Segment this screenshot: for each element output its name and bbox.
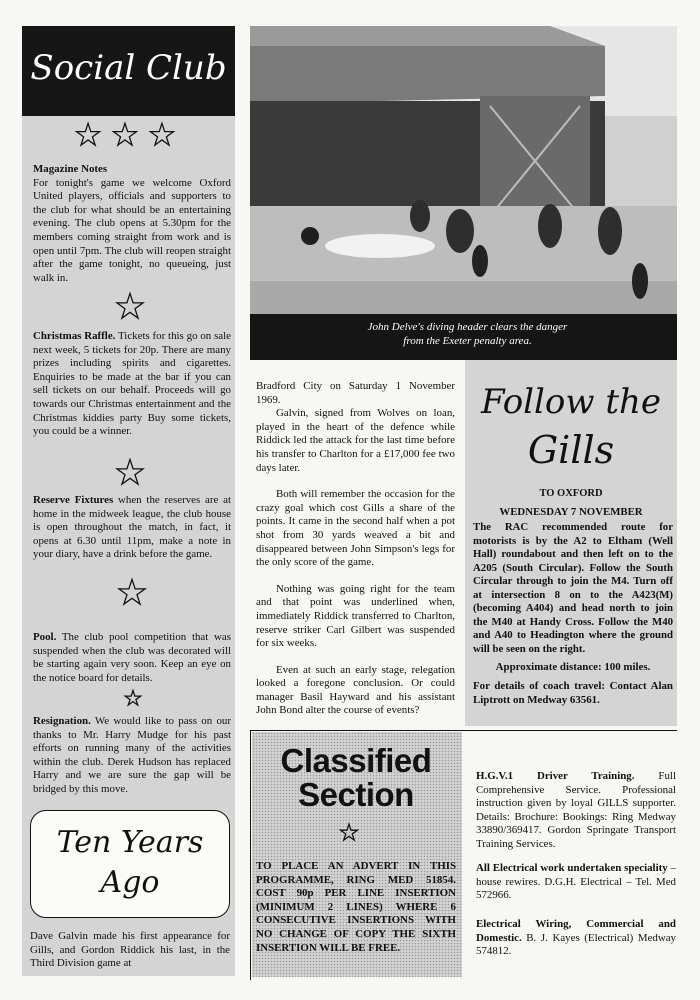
classified-advert-info: TO PLACE AN ADVERT IN THIS PROGRAMME, RING MED 51854. COST 90p PER LINE INSERTION (MINIMUM 2 LINES) WHERE 6 CONSECUTIVE INSERTIONS WITH NO CHANGE OF COPY THE SIXTH INSERTION WILL BE FREE. [256,860,456,954]
classified-title-line1: Classified [280,742,432,779]
article-para-4: Nothing was going right for the team and that point was underlined when, immediately Riddick transferred to Charlton, reserve striker Carl Gilbert was suspended for six weeks. [256,582,455,650]
reserve-body: when the reserves are at home in the midweek league, the club house is open throughout the match, in fact, it opens at 6.30 until 11pm, make a note in your diary, have a drink before the game. [33,494,231,561]
ad-electrical-body: – house rewires. D.G.H. Electrical – Tel. Med 572966. [476,862,676,902]
magazine-notes [33,163,231,285]
star-icon: ★ [339,820,359,845]
ad-wiring-body: B. J. Kayes (Electrical) Medway 574812. [476,931,676,958]
classified-title-line2: Section [298,776,414,813]
ad-hgv-heading: H.G.V.1 Driver Training. [476,770,635,782]
follow-gills-coach: For details of coach travel: Contact Alan Liptrott on Medway 63561. [473,680,673,706]
christmas-raffle [33,330,231,439]
photo-caption-bar [250,314,677,360]
resignation-notice [33,715,231,797]
resign-body: We would like to pass on our thanks to Mr. Harry Mudge for his past efforts on running many of the activities within the club. Derek Hudson has replaced Harry and we are sure the gap will be bridged by this move. [33,715,231,795]
follow-gills-destination: TO OXFORD [539,488,603,499]
star-icon: ★ [114,289,146,326]
star-icon: ★★★ [74,119,186,152]
article-para-2: Galvin, signed from Wolves on loan, played in the heart of the defence while Riddick led the attack for the last time before his transfer to Charlton for a £17,000 fee two days later. [256,407,455,474]
follow-gills-title-line2: Gills [527,428,615,472]
ad-wiring-heading: Electrical Wiring, Commercial and Domestic. [476,918,676,944]
raffle-body: Tickets for this go on sale next week, 5 tickets for 20p. There are many prizes including spirits and cigarettes. Enquiries to be made at the bar if you can sell tickets on our behalf. Proceeds will go towards our Christmas entertainment and the Christmas kiddies party Buy some tickets, you could be a winner. [33,330,231,438]
follow-gills-title-line1: Follow the [480,382,661,422]
reserve-fixtures [33,494,231,562]
reserve-heading: Reserve Fixtures [33,494,114,506]
classified-ad-hgv [476,770,676,852]
social-club-header [22,26,235,116]
match-photo [250,26,677,314]
raffle-heading: Christmas Raffle. [33,330,116,342]
article-para-3: Both will remember the occasion for the crazy goal which cost Gills a share of the points. It came in the second half when a pot shot from 30 yards weaved a bit and disappeared between John Simpson's legs for the only score of the game. [256,488,455,569]
ten-years-text: Dave Galvin made his first appearance for Gills, and Gordon Riddick his last, in the Third Division game at [30,930,230,970]
ten-years-title-line1: Ten Years [56,825,204,860]
star-icon: ★ [114,455,146,492]
star-icon: ★ [124,688,142,710]
match-photo-image [250,26,677,314]
pool-notice [33,631,231,685]
social-club-title: Social Club [30,48,227,88]
magazine-notes-heading: Magazine Notes [33,163,108,175]
ad-electrical-heading: All Electrical work undertaken speciality [476,862,668,874]
pool-heading: Pool. [33,631,57,643]
photo-caption: John Delve's diving header clears the danger from the Exeter penalty area. [367,321,568,347]
pool-body: The club pool competition that was suspended when the club was decorated will be starting again very soon. Keep an eye on the notice board for details. [33,631,231,684]
follow-gills-route: The RAC recommended route for motorists is by the A2 to Eltham (Well Hall) roundabout and then left on to the A205 (South Circular). Follow the South Circular through to join the M4. Turn off at intersection 8 on to the A423(M) (becoming A404) and head north to join the M40 at Handy Cross. Follow the M40 and A40 to Headington where the ground will be seen on the right. [473,521,673,655]
ten-years-article [256,380,455,718]
star-icon: ★ [116,575,148,612]
article-para-5: Even at such an early stage, relegation looked a foregone conclusion. Or could manager Basil Hayward and his assistant John Bond alter the course of events? [256,663,455,717]
article-para-1: Bradford City on Saturday 1 November 1969. [256,380,455,406]
follow-gills-date: WEDNESDAY 7 NOVEMBER [499,506,643,518]
magazine-notes-body: For tonight's game we welcome Oxford United players, officials and supporters to the club for what should be an entertaining evening. The club opens at 5.30pm for the members coming straight from work and is open until 7pm. The club will reopen straight after the game tonight, no queueing, just walk in. [33,176,231,284]
follow-gills-distance: Approximate distance: 100 miles. [495,661,651,673]
ad-hgv-body: Full Comprehensive Service. Professional instruction given by loyal GILLS supporter. Details: Brochure: Bookings: Ring Medway 33890/369417. Gordon Springate Transport Training Services. [476,770,676,850]
classified-ad-wiring [476,918,676,959]
ten-years-title-line2: Ago [100,865,160,900]
ten-years-ago-box [30,810,230,918]
resign-heading: Resignation. [33,715,91,727]
classified-ad-electrical [476,862,676,903]
